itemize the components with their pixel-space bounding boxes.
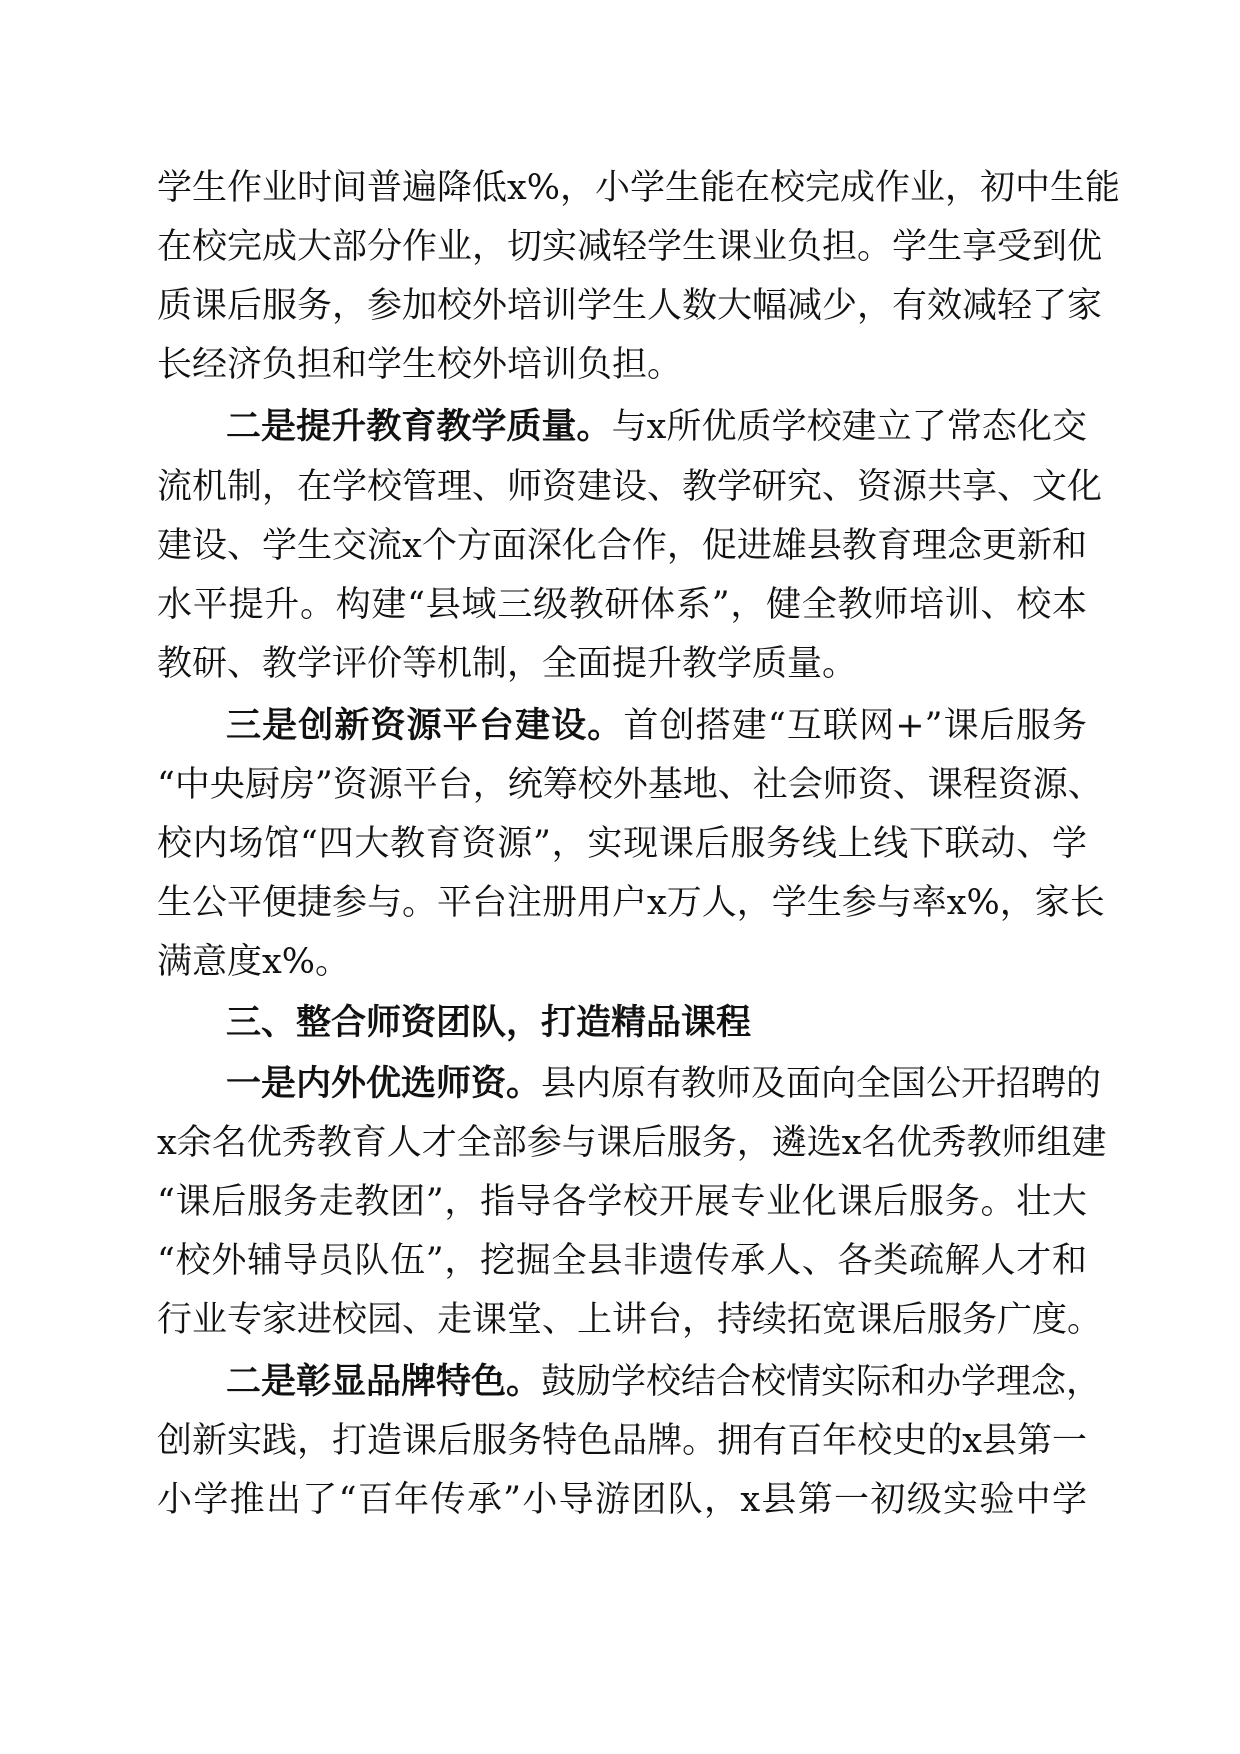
paragraph-line: “中央厨房”资源平台，统筹校外基地、社会师资、课程资源、 (157, 765, 1103, 805)
section-heading: 三、整合师资团队，打造精品课程 (226, 1003, 752, 1043)
bold-lead: 二是彰显品牌特色。 (226, 1361, 542, 1402)
paragraph-line: 生公平便捷参与。平台注册用户x万人，学生参与率x%，家长 (157, 883, 1105, 923)
paragraph-line: 学生作业时间普遍降低x%，小学生能在校完成作业，初中生能 (157, 168, 1120, 208)
paragraph-line: 二是彰显品牌特色。鼓励学校结合校情实际和办学理念， (226, 1361, 1102, 1402)
bold-lead: 三是创新资源平台建设。 (226, 705, 624, 746)
paragraph-line: 小学推出了“百年传承”小导游团队，x县第一初级实验中学 (157, 1480, 1087, 1520)
paragraph-line: 水平提升。构建“县域三级教研体系”，健全教师培训、校本 (157, 585, 1087, 625)
paragraph-line: 长经济负担和学生校外培训负担。 (157, 345, 683, 385)
paragraph-line: 一是内外优选师资。县内原有教师及面向全国公开招聘的 (226, 1063, 1102, 1104)
paragraph-line: 二是提升教育教学质量。与x所优质学校建立了常态化交 (226, 406, 1087, 447)
paragraph-line: “课后服务走教团”，指导各学校开展专业化课后服务。壮大 (157, 1182, 1087, 1222)
bold-lead: 一是内外优选师资。 (226, 1063, 542, 1104)
paragraph-line: 教研、教学评价等机制，全面提升教学质量。 (157, 644, 858, 684)
bold-lead: 二是提升教育教学质量。 (226, 406, 612, 447)
paragraph-line: x余名优秀教育人才全部参与课后服务，遴选x名优秀教师组建 (157, 1123, 1107, 1163)
paragraph-line: 满意度x%。 (157, 942, 350, 982)
paragraph-line: 在校完成大部分作业，切实减轻学生课业负担。学生享受到优 (157, 227, 1103, 267)
paragraph-line: “校外辅导员队伍”，挖掘全县非遗传承人、各类疏解人才和 (157, 1241, 1087, 1281)
paragraph-line: 行业专家进校园、走课堂、上讲台，持续拓宽课后服务广度。 (157, 1300, 1103, 1340)
paragraph-line: 三是创新资源平台建设。首创搭建“互联网+”课后服务 (226, 705, 1087, 746)
paragraph-line: 流机制，在学校管理、师资建设、教学研究、资源共享、文化 (157, 467, 1103, 507)
paragraph-line: 质课后服务，参加校外培训学生人数大幅减少，有效减轻了家 (157, 286, 1103, 326)
paragraph-line: 校内场馆“四大教育资源”，实现课后服务线上线下联动、学 (157, 824, 1087, 864)
paragraph-line: 建设、学生交流x个方面深化合作，促进雄县教育理念更新和 (157, 526, 1087, 566)
paragraph-line: 创新实践，打造课后服务特色品牌。拥有百年校史的x县第一 (157, 1421, 1087, 1461)
